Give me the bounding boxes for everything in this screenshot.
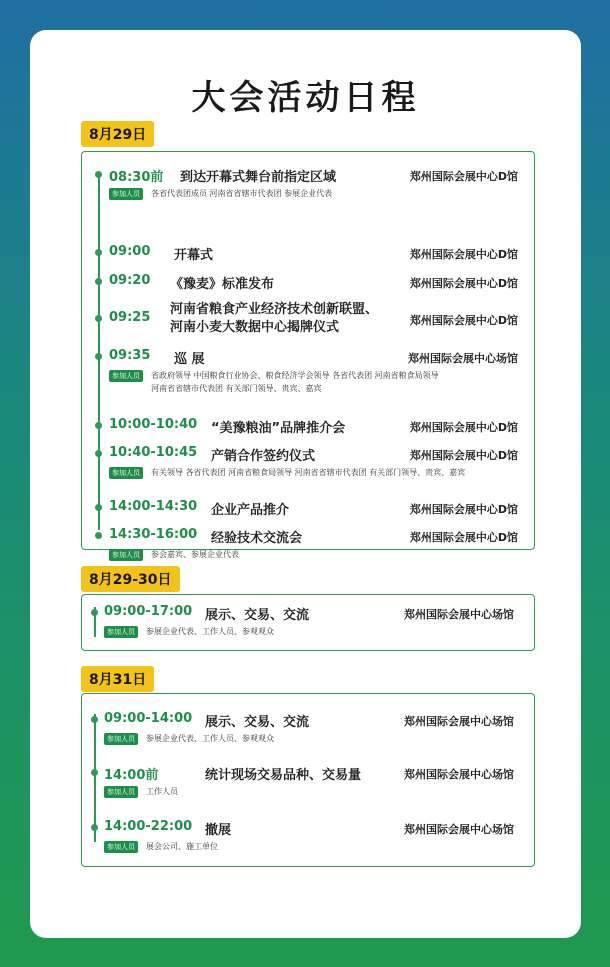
event-title: 巡 展 (174, 352, 205, 367)
timeline-dot (95, 171, 102, 178)
event-time: 09:25 (109, 310, 151, 325)
event-title: 产销合作签约仪式 (211, 449, 316, 464)
event-title: 展示、交易、交流 (205, 608, 310, 623)
timeline-dot (95, 422, 102, 429)
event-venue: 郑州国际会展中心D馆 (409, 503, 518, 516)
event-venue: 郑州国际会展中心场馆 (408, 352, 518, 365)
event-venue: 郑州国际会展中心D馆 (409, 170, 518, 183)
event-venue: 郑州国际会展中心D馆 (409, 421, 518, 434)
event-title-line1: 河南省粮食产业经济技术创新联盟、 (170, 302, 379, 317)
participants-text-line2: 河南省省辖市代表团 有关部门领导、贵宾、嘉宾 (151, 384, 322, 393)
timeline-dot (91, 769, 98, 776)
participants-badge: 参加人员 (109, 549, 143, 561)
participants-badge: 参加人员 (109, 467, 143, 479)
event-time: 09:35 (109, 348, 151, 363)
event-time: 14:30-16:00 (109, 527, 198, 542)
event-title: 到达开幕式舞台前指定区域 (180, 170, 337, 185)
event-title: 企业产品推介 (211, 503, 290, 518)
schedule-box-aug29-30 (81, 594, 535, 651)
event-time: 14:00-22:00 (104, 819, 193, 834)
event-time: 09:00 (109, 244, 151, 259)
participants-badge: 参加人员 (104, 786, 138, 798)
event-venue: 郑州国际会展中心场馆 (404, 768, 514, 781)
event-title: 统计现场交易品种、交易量 (205, 768, 362, 783)
page-title: 大会活动日程 (191, 78, 420, 118)
event-venue: 郑州国际会展中心D馆 (409, 449, 518, 462)
timeline-line (98, 172, 100, 530)
schedule-box-aug29 (81, 151, 535, 559)
event-venue: 郑州国际会展中心D馆 (409, 248, 518, 261)
event-venue: 郑州国际会展中心场馆 (404, 608, 514, 621)
date-tag-aug31: 8月31日 (81, 666, 154, 692)
participants-badge: 参加人员 (104, 841, 138, 853)
event-venue: 郑州国际会展中心D馆 (409, 277, 518, 290)
timeline-dot (91, 716, 98, 723)
participants-badge: 参加人员 (109, 188, 143, 200)
event-venue: 郑州国际会展中心场馆 (404, 715, 514, 728)
participants-text: 展会公司、施工单位 (146, 842, 218, 851)
participants-badge: 参加人员 (104, 733, 138, 745)
event-time: 09:00-17:00 (104, 604, 193, 619)
participants-text-line1: 省政府领导 中国粮食行业协会、粮食经济学会领导 各省代表团 河南省粮食局领导 (151, 371, 439, 380)
participants-text: 工作人员 (146, 787, 178, 796)
timeline-dot (95, 450, 102, 457)
event-venue: 郑州国际会展中心场馆 (404, 823, 514, 836)
timeline-dot (95, 278, 102, 285)
event-time: 10:40-10:45 (109, 445, 198, 460)
timeline-dot (91, 824, 98, 831)
event-venue: 郑州国际会展中心D馆 (409, 531, 518, 544)
participants-text: 有关领导 各省代表团 河南省粮食局领导 河南省省辖市代表团 有关部门领导、贵宾、嘉宾 (151, 468, 466, 477)
event-time: 09:20 (109, 273, 151, 288)
schedule-card (30, 30, 581, 938)
schedule-box-aug31 (81, 693, 535, 867)
timeline-dot (95, 532, 102, 539)
timeline-dot (95, 504, 102, 511)
date-tag-aug29-30: 8月29-30日 (81, 566, 180, 592)
date-tag-aug29: 8月29日 (81, 121, 154, 147)
event-time: 14:00前 (104, 768, 159, 783)
event-title: 经验技术交流会 (211, 531, 303, 546)
participants-text: 各省代表团成员 河南省省辖市代表团 参展企业代表 (151, 189, 333, 198)
timeline-dot (95, 353, 102, 360)
event-venue: 郑州国际会展中心D馆 (409, 314, 518, 327)
event-title: 开幕式 (174, 248, 214, 263)
event-title: 展示、交易、交流 (205, 715, 310, 730)
timeline-dot (91, 609, 98, 616)
participants-text: 参会嘉宾、参展企业代表 (151, 550, 239, 559)
event-time: 09:00-14:00 (104, 711, 193, 726)
participants-badge: 参加人员 (104, 626, 138, 638)
participants-text: 参展企业代表、工作人员、参观观众 (146, 627, 274, 636)
participants-badge: 参加人员 (109, 370, 143, 382)
timeline-dot (95, 249, 102, 256)
timeline-dot (95, 315, 102, 322)
timeline-line (94, 714, 96, 842)
event-time: 10:00-10:40 (109, 417, 198, 432)
event-time: 08:30前 (109, 170, 164, 185)
event-title: 《豫麦》标准发布 (170, 277, 275, 292)
participants-text: 参展企业代表、工作人员、参观观众 (146, 734, 274, 743)
event-title: 撤展 (205, 823, 232, 838)
event-title: “美豫粮油”品牌推介会 (211, 421, 346, 436)
event-title-line2: 河南小麦大数据中心揭牌仪式 (170, 320, 340, 335)
event-time: 14:00-14:30 (109, 499, 198, 514)
